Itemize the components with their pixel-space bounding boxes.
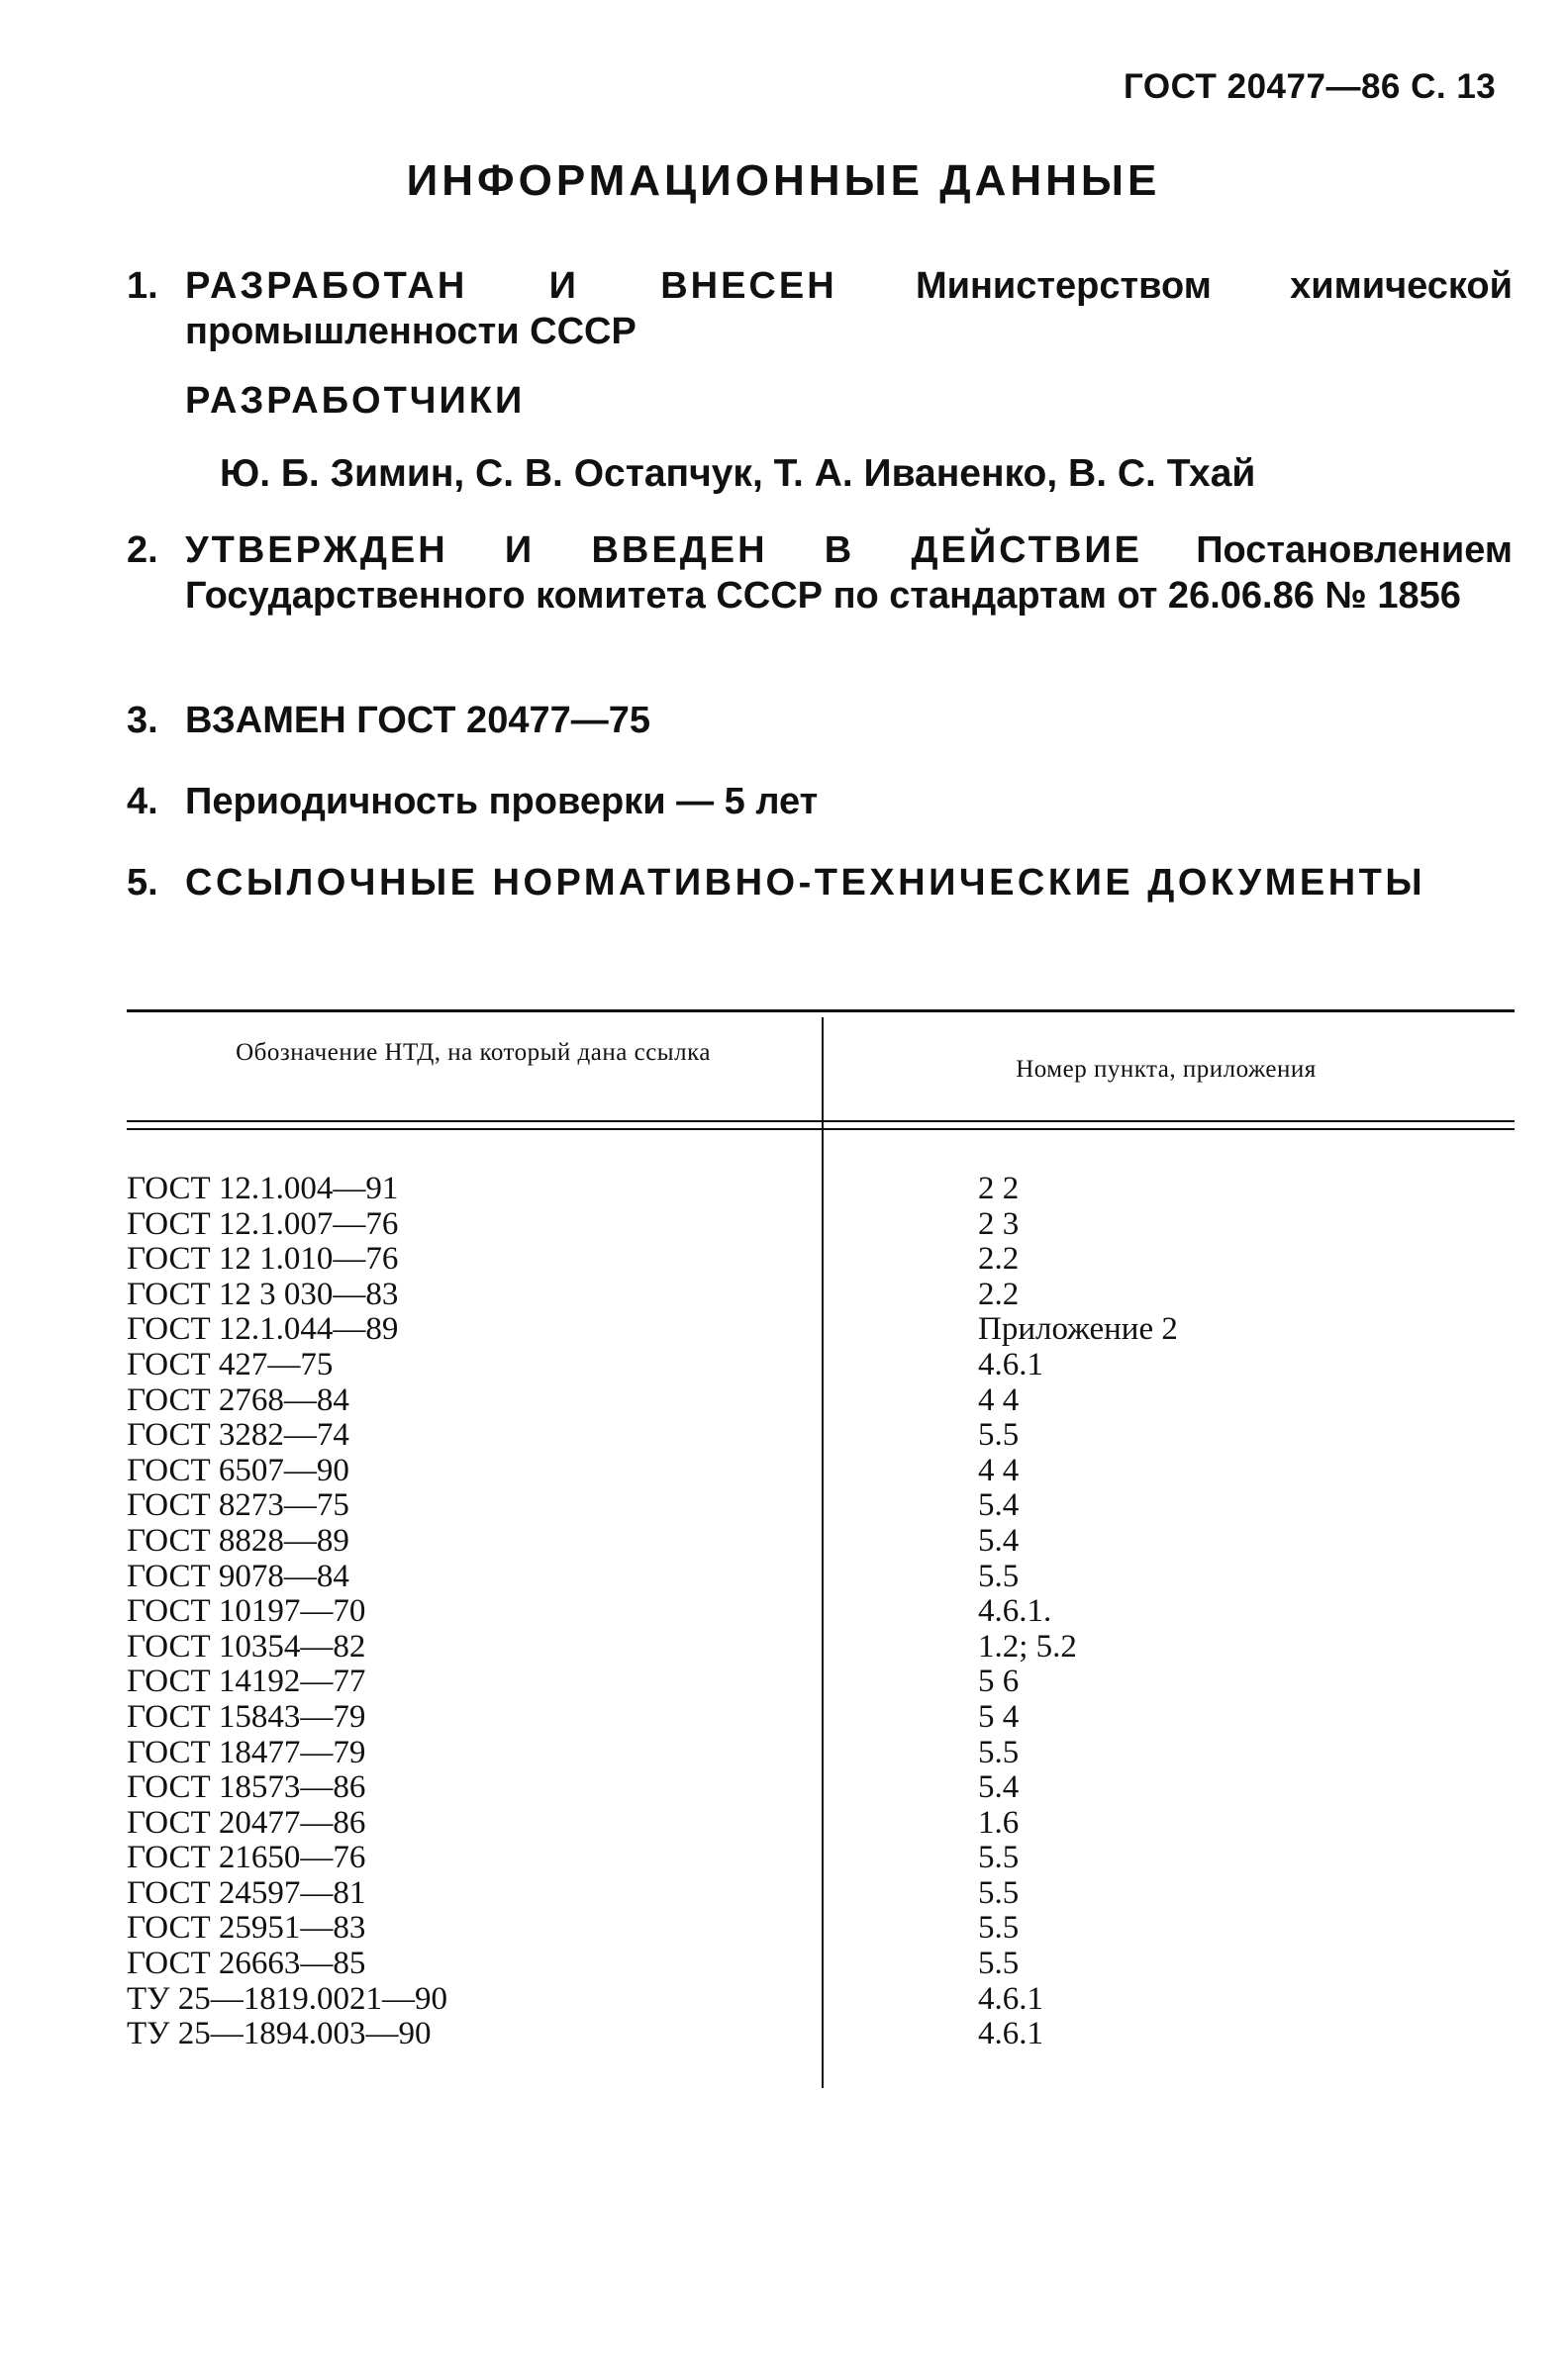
item-5-text: ССЫЛОЧНЫЕ НОРМАТИВНО-ТЕХНИЧЕСКИЕ ДОКУМЕНТЫ [185, 862, 1426, 904]
table-row-designation: ГОСТ 26663—85 [127, 1946, 366, 1982]
table-row-designation: ГОСТ 6507—90 [127, 1452, 349, 1488]
developers-heading: РАЗРАБОТЧИКИ [185, 380, 526, 422]
table-row-clause: 2.2 [978, 1276, 1020, 1312]
item-3-number: 3. [127, 700, 158, 741]
table-row-clause: 4.6.1 [978, 2016, 1043, 2052]
table-row-designation: ГОСТ 12.1.044—89 [127, 1311, 399, 1348]
table-row-clause: 1.6 [978, 1804, 1020, 1841]
table-row-clause: 4 4 [978, 1452, 1020, 1488]
page-header: ГОСТ 20477—86 С. 13 [1124, 67, 1497, 106]
table-row-clause: 5 6 [978, 1664, 1020, 1700]
table-row-clause: 5.5 [978, 1417, 1020, 1454]
table-row-designation: ГОСТ 2768—84 [127, 1381, 349, 1418]
table-row-designation: ГОСТ 18477—79 [127, 1734, 366, 1770]
table-row-clause: 5 4 [978, 1698, 1020, 1735]
table-row-clause: 5.4 [978, 1487, 1020, 1524]
table-row-clause: 5.5 [978, 1734, 1020, 1770]
table-row-designation: ГОСТ 12.1.004—91 [127, 1171, 399, 1206]
table-row-designation: ГОСТ 3282—74 [127, 1417, 349, 1454]
references-table [127, 1009, 1515, 2088]
table-row-clause: 5.5 [978, 1874, 1020, 1911]
table-row-designation: ГОСТ 14192—77 [127, 1664, 366, 1700]
table-row-clause: 5.5 [978, 1946, 1020, 1982]
item-2-caps: УТВЕРЖДЕН И ВВЕДЕН В ДЕЙСТВИЕ [185, 529, 1142, 571]
table-row-clause: 5.5 [978, 1558, 1020, 1594]
item-4 [127, 779, 1513, 824]
table-header-designation: Обозначение НТД, на который дана ссылка [236, 1039, 711, 1066]
item-5-number: 5. [127, 862, 158, 904]
table-row-clause: 5.5 [978, 1840, 1020, 1876]
table-row-clause: 5.4 [978, 1522, 1020, 1559]
table-row-clause: 4.6.1 [978, 1346, 1043, 1382]
table-row-designation: ГОСТ 25951—83 [127, 1910, 366, 1947]
table-row-clause: 4 4 [978, 1381, 1020, 1418]
item-1-number: 1. [127, 265, 158, 307]
table-row-designation: ГОСТ 9078—84 [127, 1558, 349, 1594]
table-row-designation: ГОСТ 8828—89 [127, 1522, 349, 1559]
item-4-text: Периодичность проверки — 5 лет [185, 781, 819, 822]
table-row-designation: ГОСТ 20477—86 [127, 1804, 366, 1841]
table-row-clause: 2.2 [978, 1241, 1020, 1278]
table-row-designation: ГОСТ 12 3 030—83 [127, 1276, 399, 1312]
table-header-rule-1 [127, 1120, 1515, 1122]
table-row-clause: 2 2 [978, 1171, 1020, 1206]
table-row-clause: 2 3 [978, 1205, 1020, 1242]
developers-names: Ю. Б. Зимин, С. В. Остапчук, Т. А. Иваненко, В. С. Тхай [220, 452, 1256, 495]
table-row-designation: ГОСТ 18573—86 [127, 1769, 366, 1806]
designation-column [127, 1172, 820, 2052]
table-row-clause: 5.5 [978, 1910, 1020, 1947]
table-row-clause: Приложение 2 [978, 1311, 1178, 1348]
item-2-number: 2. [127, 529, 158, 571]
table-row-designation: ГОСТ 427—75 [127, 1346, 334, 1382]
clause-column [978, 1172, 1493, 2052]
item-1-caps: РАЗРАБОТАН И ВНЕСЕН [185, 265, 837, 307]
item-1-text [185, 263, 1513, 354]
item-1-body: Министерством химической промышленности СССР [185, 265, 1513, 352]
table-row-clause: 1.2; 5.2 [978, 1628, 1077, 1665]
table-row-designation: ГОСТ 12.1.007—76 [127, 1205, 399, 1242]
table-row-designation: ГОСТ 21650—76 [127, 1840, 366, 1876]
table-row-clause: 4.6.1 [978, 1980, 1043, 2017]
item-5 [127, 860, 1513, 905]
table-row-designation: ГОСТ 8273—75 [127, 1487, 349, 1524]
item-3 [127, 698, 1513, 743]
table-row-designation: ТУ 25—1894.003—90 [127, 2016, 432, 2052]
table-row-designation: ГОСТ 12 1.010—76 [127, 1241, 399, 1278]
table-row-clause: 4.6.1. [978, 1593, 1052, 1630]
page-title: ИНФОРМАЦИОННЫЕ ДАННЫЕ [406, 156, 1161, 205]
table-top-rule [127, 1009, 1515, 1012]
item-1 [127, 263, 1513, 354]
table-header-clause: Номер пункта, приложения [1016, 1056, 1317, 1083]
item-4-number: 4. [127, 781, 158, 822]
table-row-clause: 5.4 [978, 1769, 1020, 1806]
table-row-designation: ГОСТ 15843—79 [127, 1698, 366, 1735]
table-row-designation: ГОСТ 10197—70 [127, 1593, 366, 1630]
item-2-text [185, 527, 1513, 619]
table-header-rule-2 [127, 1128, 1515, 1130]
item-3-text: ВЗАМЕН ГОСТ 20477—75 [185, 700, 650, 741]
table-row-designation: ГОСТ 24597—81 [127, 1874, 366, 1911]
item-2 [127, 527, 1513, 619]
table-row-designation: ТУ 25—1819.0021—90 [127, 1980, 448, 2017]
item-2-body: Постановлением Государственного комитета СССР по стандартам от 26.06.86 № 1856 [185, 529, 1513, 617]
table-column-divider [822, 1017, 824, 2088]
table-row-designation: ГОСТ 10354—82 [127, 1628, 366, 1665]
